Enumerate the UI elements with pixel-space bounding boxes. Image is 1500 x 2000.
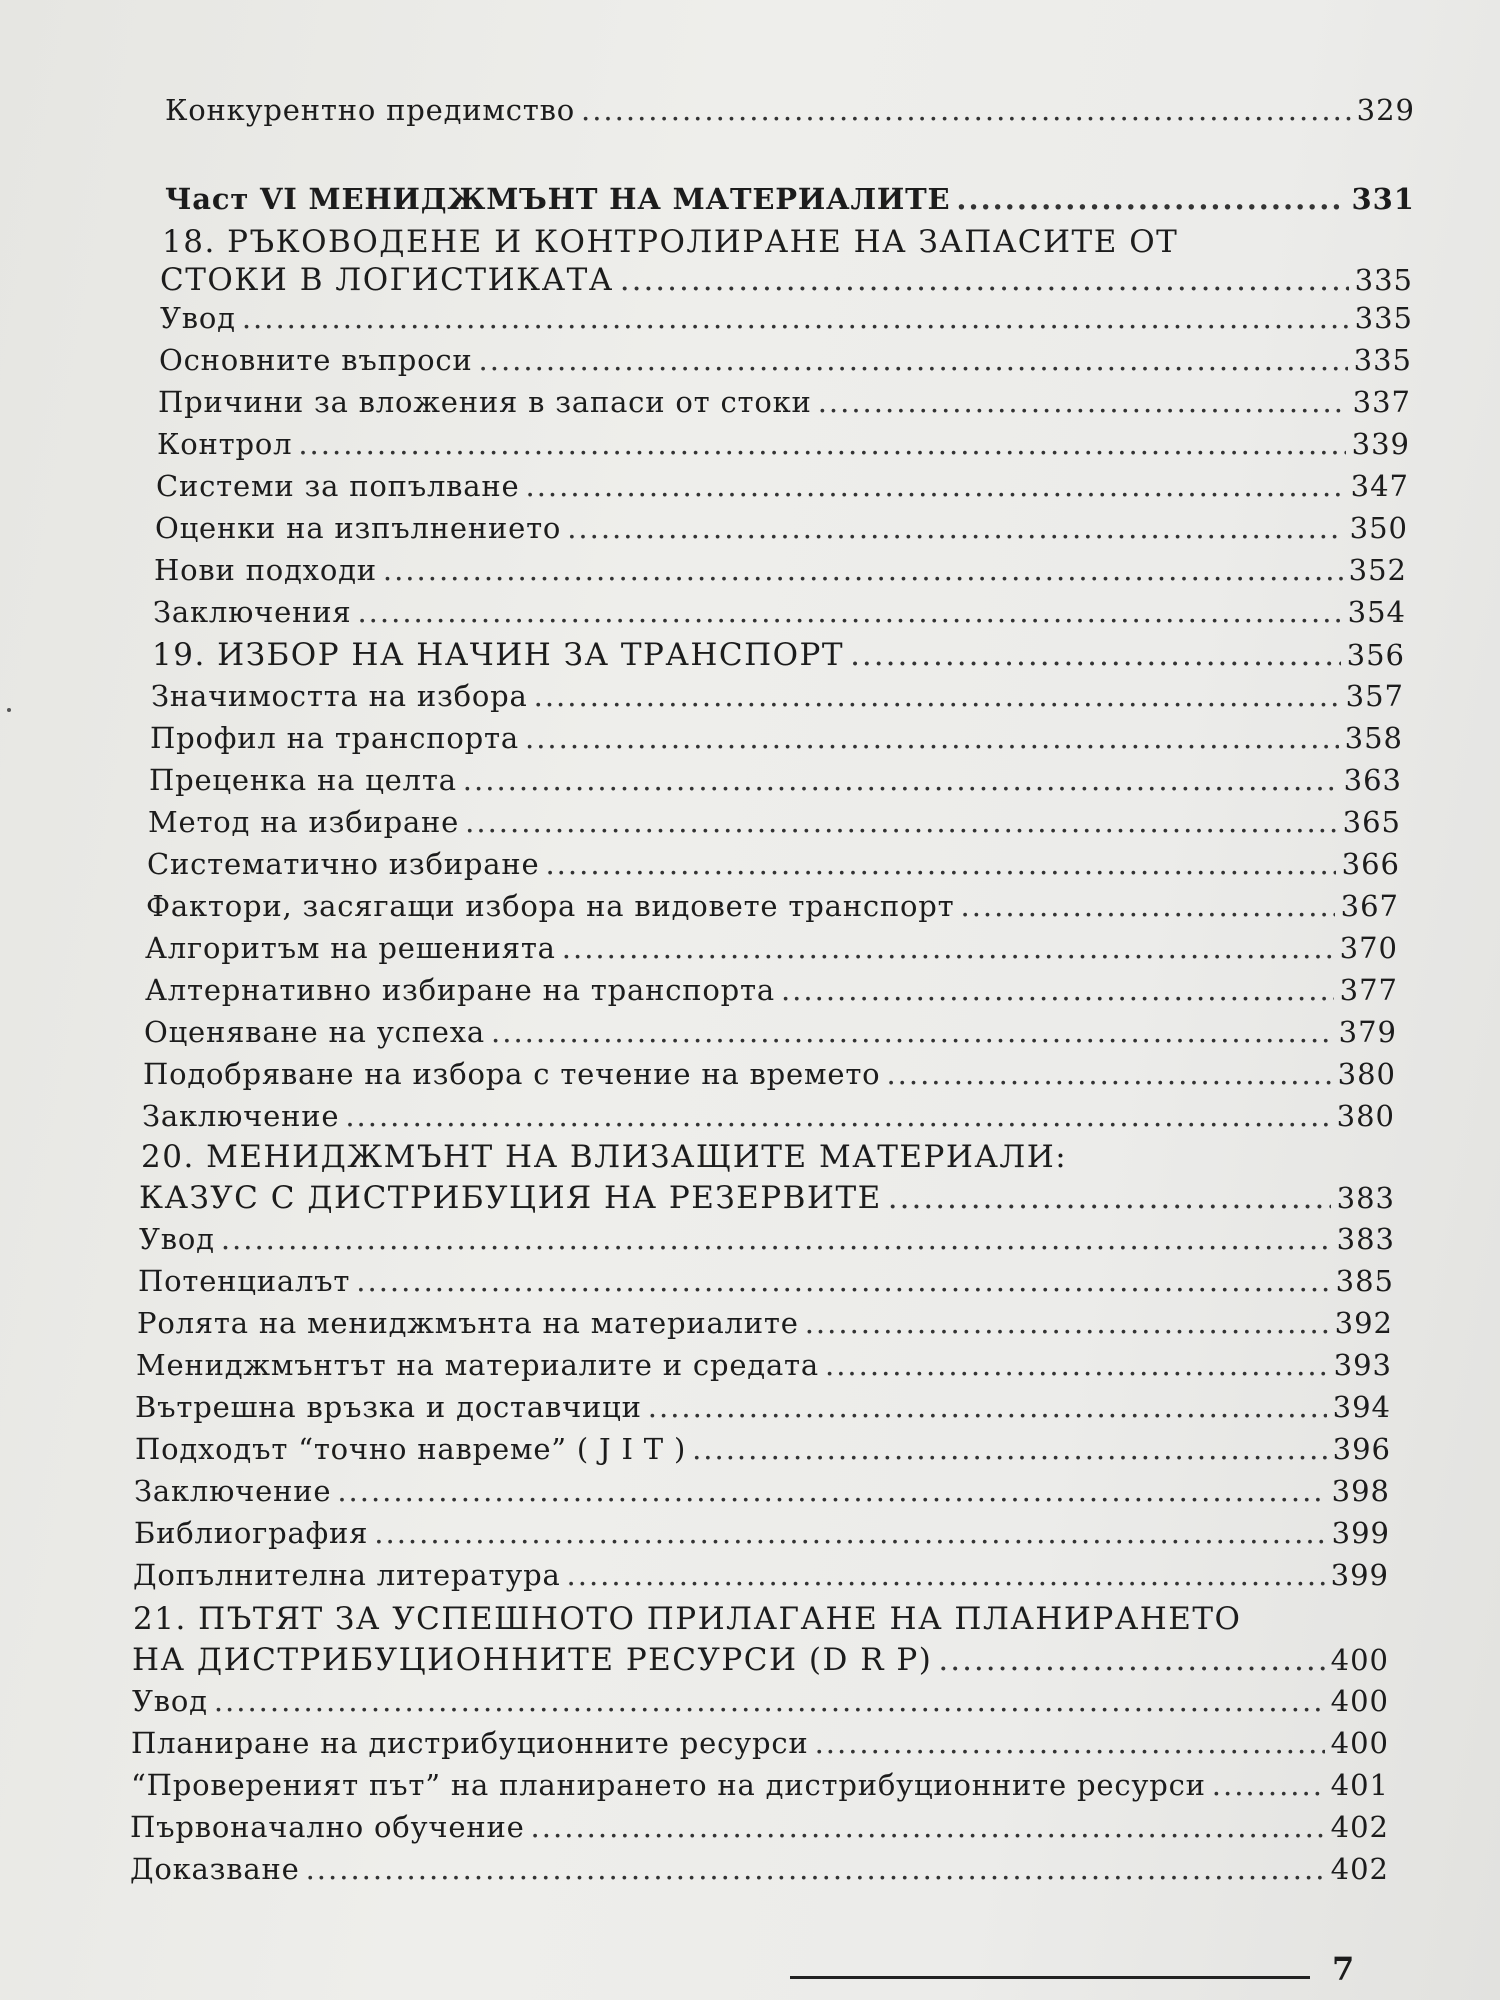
toc-entry-page: 335 [1353,343,1412,377]
toc-entry [139,1222,1395,1256]
dot-leader [620,262,1349,298]
toc-entry-page: 399 [1330,1558,1389,1592]
toc-entry-page: 398 [1331,1474,1390,1508]
dot-leader [1212,1768,1325,1802]
toc-entry-page: 380 [1337,1057,1396,1091]
dot-leader [938,1642,1324,1678]
toc-entry-title: Оценки на изпълнението [155,511,562,545]
toc-entry [157,427,1410,461]
dot-leader [214,1684,1325,1718]
dot-leader [648,1390,1327,1424]
toc-entry-title: Вътрешна връзка и доставчици [135,1390,642,1424]
toc-entry-page: 400 [1330,1643,1389,1677]
toc-chapter-heading [152,637,1405,673]
toc-entry-title: 19. ИЗБОР НА НАЧИН ЗА ТРАНСПОРТ [152,637,845,673]
toc-entry [160,301,1413,335]
dot-leader [567,1558,1325,1592]
toc-entry-page: 385 [1335,1264,1394,1298]
dot-leader [491,1015,1333,1049]
toc-entry [142,1099,1395,1133]
toc-entry-page: 400 [1330,1684,1389,1718]
dot-leader [825,1348,1328,1382]
toc-entry-page: 393 [1333,1348,1392,1382]
dot-leader [356,1264,1329,1298]
toc-entry-page: 383 [1336,1181,1395,1215]
toc-entry-page: 335 [1354,301,1413,335]
dot-leader [888,1180,1331,1216]
toc-entry-title: Увод [160,301,236,335]
toc-entry [158,385,1411,419]
toc-entry-title: Конкурентно предимство [165,93,575,127]
toc-entry [156,469,1409,503]
toc-entry [159,343,1412,377]
toc-entry-page: 335 [1354,263,1413,297]
toc-entry [134,1474,1390,1508]
toc-entry [150,721,1403,755]
toc-entry [135,1390,1391,1424]
toc-entry [131,1768,1389,1802]
toc-entry [144,1015,1397,1049]
toc-chapter-heading [132,1642,1389,1678]
toc-entry-title: Значимостта на избора [151,679,528,713]
toc-entry-title: Оценяване на успеха [144,1015,486,1049]
toc-entry-page: 399 [1331,1516,1390,1550]
dot-leader [956,182,1345,216]
toc-entry-page: 379 [1338,1015,1397,1049]
dot-leader [221,1222,1331,1256]
toc-entry-title: “Провереният път” на планирането на дистрибуционните ресурси [131,1768,1206,1802]
toc-entry-title: Подходът “точно навреме” ( J I T ) [135,1432,687,1466]
toc-entry-title: КАЗУС С ДИСТРИБУЦИЯ НА РЕЗЕРВИТЕ [139,1180,882,1216]
toc-entry-title: Нови подходи [154,553,377,587]
toc-entry-page: 402 [1330,1810,1389,1844]
dot-leader [465,805,1336,839]
dot-leader [531,1810,1325,1844]
toc-entry [130,1852,1389,1886]
toc-entry-title: Алгоритъм на решенията [145,931,556,965]
toc-entry [165,93,1415,127]
toc-chapter-heading: 21. ПЪТЯТ ЗА УСПЕШНОТО ПРИЛАГАНЕ НА ПЛАНИРАНЕТО [133,1601,1242,1637]
toc-entry-page: 380 [1336,1099,1395,1133]
toc-chapter-heading: 20. МЕНИДЖМЪНТ НА ВЛИЗАЩИТЕ МАТЕРИАЛИ: [141,1139,1068,1175]
toc-entry-page: 337 [1352,385,1411,419]
toc-entry-title: Причини за вложения в запаси от стоки [158,385,812,419]
toc-entry-page: 394 [1332,1390,1391,1424]
toc-entry [131,1726,1389,1760]
toc-entry [154,553,1407,587]
toc-entry-title: СТОКИ В ЛОГИСТИКАТА [160,262,614,298]
toc-entry-title: Фактори, засягащи избора на видовете транспорт [146,889,955,923]
toc-entry-title: Потенциалът [138,1264,351,1298]
toc-entry-page: 356 [1346,638,1405,672]
toc-entry [138,1264,1394,1298]
toc-entry-title: Контрол [157,427,293,461]
dot-leader [960,889,1334,923]
toc-entry [143,1057,1396,1091]
toc-entry-title: Мениджмънтът на материалите и средата [136,1348,819,1382]
toc-entry [147,847,1400,881]
toc-entry-title: Заключение [142,1099,340,1133]
toc-entry-title: Преценка на целта [149,763,457,797]
toc-chapter-heading: 18. РЪКОВОДЕНЕ И КОНТРОЛИРАНЕ НА ЗАПАСИТЕ ОТ [162,224,1179,260]
paper-speck [7,708,11,712]
toc-entry [148,805,1401,839]
toc-entry [149,763,1402,797]
toc-entry-page: 329 [1356,93,1415,127]
toc-entry-page: 365 [1342,805,1401,839]
toc-entry [146,889,1399,923]
toc-entry [130,1810,1389,1844]
dot-leader [562,931,1334,965]
footer-rule [790,1976,1310,1979]
toc-entry-title: Планиране на дистрибуционните ресурси [131,1726,809,1760]
dot-leader [306,1852,1325,1886]
toc-entry-page: 331 [1351,182,1415,216]
toc-entry [133,1558,1389,1592]
toc-entry-title: Основните въпроси [159,343,473,377]
toc-entry-page: 392 [1334,1306,1393,1340]
dot-leader [526,469,1345,503]
toc-entry-title: Допълнителна литература [133,1558,561,1592]
toc-entry [132,1684,1389,1718]
toc-entry-title: Доказване [130,1852,300,1886]
toc-entry-title: Заключение [134,1474,332,1508]
toc-entry-page: 350 [1349,511,1408,545]
toc-entry-title: НА ДИСТРИБУЦИОННИТЕ РЕСУРСИ (D R P) [132,1642,933,1678]
toc-entry-page: 347 [1350,469,1409,503]
dot-leader [818,385,1347,419]
toc-entry-page: 402 [1330,1852,1389,1886]
toc-entry [136,1348,1392,1382]
toc-entry [151,679,1404,713]
toc-entry-title: Част VI МЕНИДЖМЪНТ НА МАТЕРИАЛИТЕ [165,182,951,216]
toc-entry-page: 339 [1351,427,1410,461]
toc-entry-page: 377 [1339,973,1398,1007]
toc-entry-title: Систематично избиране [147,847,540,881]
toc-entry-title: Увод [139,1222,215,1256]
dot-leader [805,1306,1329,1340]
toc-entry-page: 396 [1332,1432,1391,1466]
toc-entry-title: Увод [132,1684,208,1718]
toc-entry [153,595,1406,629]
toc-entry-page: 366 [1341,847,1400,881]
dot-leader [781,973,1334,1007]
dot-leader [850,637,1341,673]
toc-chapter-heading [139,1180,1395,1216]
toc-entry-page: 358 [1344,721,1403,755]
toc-entry [155,511,1408,545]
toc-entry-page: 354 [1347,595,1406,629]
dot-leader [534,679,1340,713]
toc-entry [134,1516,1390,1550]
toc-entry-title: Профил на транспорта [150,721,519,755]
toc-entry-page: 370 [1339,931,1398,965]
toc-entry-title: Първоначално обучение [130,1810,525,1844]
dot-leader [815,1726,1325,1760]
dot-leader [567,511,1343,545]
dot-leader [242,301,1349,335]
toc-entry-page: 383 [1336,1222,1395,1256]
toc-entry [145,973,1398,1007]
dot-leader [545,847,1335,881]
dot-leader [479,343,1348,377]
dot-leader [383,553,1343,587]
dot-leader [581,93,1351,127]
toc-chapter-heading [160,262,1413,298]
toc-entry-title: Алтернативно избиране на транспорта [145,973,775,1007]
toc-entry-page: 367 [1340,889,1399,923]
page-number: 7 [1332,1950,1355,1988]
dot-leader [374,1516,1325,1550]
toc-entry-page: 400 [1330,1726,1389,1760]
dot-leader [886,1057,1331,1091]
dot-leader [337,1474,1325,1508]
toc-entry-title: Системи за попълване [156,469,520,503]
toc-entry-page: 357 [1345,679,1404,713]
dot-leader [463,763,1338,797]
toc-part-heading [165,182,1415,216]
toc-entry-page: 401 [1330,1768,1389,1802]
dot-leader [345,1099,1330,1133]
toc-entry [135,1432,1391,1466]
toc-entry-page: 352 [1348,553,1407,587]
toc-entry-page: 363 [1343,763,1402,797]
toc-entry-title: Метод на избиране [148,805,460,839]
dot-leader [357,595,1341,629]
dot-leader [692,1432,1327,1466]
toc-entry-title: Заключения [153,595,352,629]
dot-leader [525,721,1339,755]
dot-leader [298,427,1345,461]
toc-entry-title: Библиография [134,1516,369,1550]
toc-entry-title: Подобряване на избора с течение на времето [143,1057,881,1091]
toc-entry [145,931,1398,965]
toc-entry-title: Ролята на мениджмънта на материалите [137,1306,799,1340]
toc-entry [137,1306,1393,1340]
